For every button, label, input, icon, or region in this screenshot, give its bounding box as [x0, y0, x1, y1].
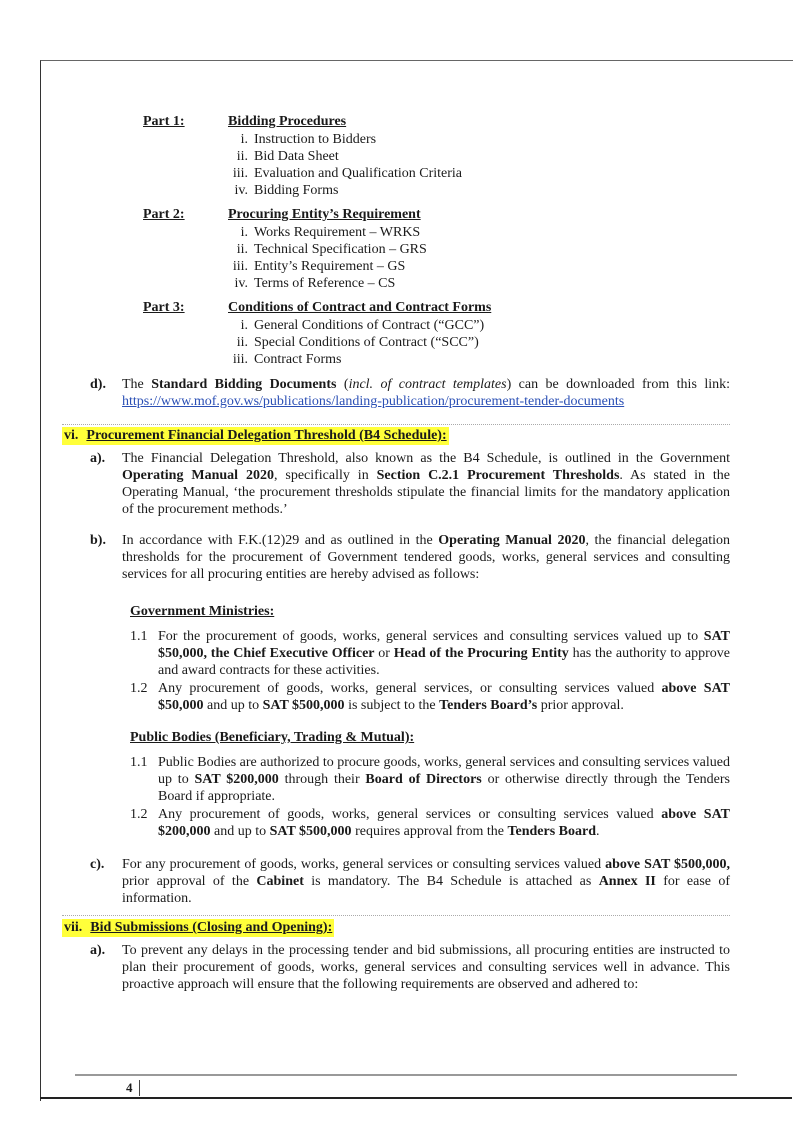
- item-numeral: i.: [240, 225, 248, 240]
- part-title: Procuring Entity’s Requirement: [228, 207, 421, 222]
- bold-text: Section C.2.1 Procurement Thresholds: [376, 468, 620, 483]
- item-numeral: i.: [240, 132, 248, 147]
- text-run: To prevent any delays in the processing tender and bid submissions, all procuring entities are instructed to plan their procurement of goods, works, general services and consulting services well in advance. This proactive approach will ensure that the following requirements are observed and adhered to:: [122, 943, 730, 992]
- part-label: Part 2:: [143, 207, 185, 222]
- list-item: [210, 258, 427, 275]
- paragraph-marker: b).: [90, 533, 106, 548]
- item-numeral: iii.: [232, 166, 248, 181]
- text-run: or: [374, 646, 394, 661]
- part-label: Part 1:: [143, 114, 185, 129]
- text-run: , specifically in: [273, 468, 377, 483]
- bold-text: Annex II: [598, 874, 656, 889]
- bold-text: above SAT $500,000,: [605, 857, 730, 872]
- text-run: , the financial delegation thresholds for the procurement of Government tendered goods, works, general services and consulting services for all procuring entities are hereby advised as follows:: [122, 533, 731, 582]
- item-text: Works Requirement – WRKS: [254, 225, 421, 240]
- list-item: [210, 182, 462, 199]
- text-run: and up to: [203, 698, 263, 713]
- part-items: [210, 131, 462, 199]
- page-number: 4: [126, 1080, 140, 1096]
- bold-text: Tenders Board’s: [439, 698, 538, 713]
- item-numeral: ii.: [236, 335, 248, 350]
- bold-text: Head of the Procuring Entity: [393, 646, 569, 661]
- bold-text: Standard Bidding Documents: [151, 377, 337, 392]
- page-bottom-border: [40, 1097, 792, 1099]
- item-numeral: iii.: [232, 259, 248, 274]
- text-run: In accordance with F.K.(12)29 and as outlined in the: [122, 533, 439, 548]
- paragraph-vi-b: [90, 532, 730, 583]
- text-run: Public Bodies are authorized to procure goods, works, general services and consulting services valued up to: [158, 755, 730, 787]
- text-run: Any procurement of goods, works, general services, or consulting services valued: [158, 681, 662, 696]
- text-run: is subject to the: [344, 698, 440, 713]
- item-numeral: iv.: [234, 276, 248, 291]
- text-run: For the procurement of goods, works, general services and consulting services valued up to: [158, 629, 704, 644]
- item-text: Evaluation and Qualification Criteria: [254, 166, 462, 181]
- text-run: is mandatory. The B4 Schedule is attached as: [303, 874, 599, 889]
- list-item: [210, 165, 462, 182]
- paragraph-text: [122, 942, 730, 993]
- text-run: has the authority to approve and award contracts for these activities.: [158, 646, 730, 678]
- paragraph-vii-a: [90, 942, 730, 993]
- bold-text: above SAT $200,000: [158, 807, 730, 839]
- bold-text: SAT $500,000: [269, 824, 352, 839]
- item-marker: 1.1: [130, 629, 148, 644]
- item-text: [158, 680, 730, 714]
- gov-item-1-1: [130, 628, 730, 679]
- part-label: Part 3:: [143, 300, 185, 315]
- list-item: [210, 351, 484, 368]
- text-run: (: [336, 377, 349, 392]
- part-title: Bidding Procedures: [228, 114, 347, 129]
- part-title: Conditions of Contract and Contract Forms: [228, 300, 492, 315]
- text-run: The: [122, 377, 152, 392]
- paragraph-marker: a).: [90, 451, 106, 466]
- footer-rule: [75, 1074, 737, 1076]
- item-text: Contract Forms: [254, 352, 342, 367]
- item-text: Bidding Forms: [254, 183, 339, 198]
- text-run: through their: [278, 772, 366, 787]
- text-run: The Financial Delegation Threshold, also known as the B4 Schedule, is outlined in the Government: [122, 451, 730, 466]
- pb-item-1-1: [130, 754, 730, 805]
- paragraph-text: [122, 450, 730, 518]
- list-item: [210, 224, 427, 241]
- section-number: vi.: [64, 428, 79, 443]
- bold-text: SAT $200,000: [194, 772, 279, 787]
- bold-text: Operating Manual 2020: [438, 533, 586, 548]
- part-items: [210, 224, 427, 292]
- paragraph-vi-a: [90, 450, 730, 518]
- item-text: Bid Data Sheet: [254, 149, 339, 164]
- paragraph-text: [122, 532, 730, 583]
- list-item: [210, 241, 427, 258]
- item-numeral: i.: [240, 318, 248, 333]
- paragraph-text: [122, 856, 730, 907]
- bold-text: Board of Directors: [365, 772, 482, 787]
- text-run: for ease of information.: [122, 874, 730, 906]
- text-run: prior approval.: [537, 698, 624, 713]
- public-bodies-heading: Public Bodies (Beneficiary, Trading & Mutual):: [130, 730, 415, 745]
- separator: [62, 424, 730, 425]
- section-title: Bid Submissions (Closing and Opening):: [90, 920, 333, 935]
- text-run: For any procurement of goods, works, general services or consulting services valued: [122, 857, 606, 872]
- bold-text: Tenders Board: [507, 824, 597, 839]
- text-run: .: [596, 824, 600, 839]
- text-run: . As stated in the Operating Manual, ‘the procurement thresholds stipulate the financial limits for the mandatory application of the procurement methods.’: [122, 468, 731, 517]
- separator: [62, 915, 730, 916]
- section-number: vii.: [64, 920, 83, 935]
- item-numeral: ii.: [236, 149, 248, 164]
- government-ministries-heading: Government Ministries:: [130, 604, 275, 619]
- bold-text: SAT $50,000, the Chief Executive Officer: [158, 629, 730, 661]
- section-title: Procurement Financial Delegation Threshold (B4 Schedule):: [86, 428, 447, 443]
- item-text: Entity’s Requirement – GS: [254, 259, 406, 274]
- bold-text: SAT $500,000: [262, 698, 345, 713]
- text-run: or otherwise directly through the Tenders Board if appropriate.: [158, 772, 730, 804]
- item-marker: 1.2: [130, 681, 148, 696]
- item-text: Terms of Reference – CS: [254, 276, 396, 291]
- text-run: and up to: [210, 824, 270, 839]
- item-marker: 1.1: [130, 755, 148, 770]
- item-text: [158, 754, 730, 805]
- text-run: requires approval from the: [351, 824, 508, 839]
- text-run: prior approval of the: [122, 874, 257, 889]
- text-run: ) can be downloaded from this link:: [506, 377, 731, 392]
- part-items: [210, 317, 484, 368]
- list-item: [210, 131, 462, 148]
- italic-text: incl. of contract templates: [348, 377, 507, 392]
- section-vii-heading: [62, 919, 334, 937]
- list-item: [210, 275, 427, 292]
- section-vi-heading: [62, 427, 449, 445]
- download-link[interactable]: https://www.mof.gov.ws/publications/landing-publication/procurement-tender-documents: [122, 394, 625, 409]
- paragraph-marker: d).: [90, 377, 106, 392]
- item-text: General Conditions of Contract (“GCC”): [254, 318, 485, 333]
- list-item: [210, 317, 484, 334]
- paragraph-marker: c).: [90, 857, 105, 872]
- bold-text: Operating Manual 2020: [122, 468, 274, 483]
- bold-text: above SAT $50,000: [158, 681, 730, 713]
- text-run: Any procurement of goods, works, general services or consulting services valued: [158, 807, 662, 822]
- paragraph-marker: a).: [90, 943, 106, 958]
- item-text: Technical Specification – GRS: [254, 242, 427, 257]
- pb-item-1-2: [130, 806, 730, 840]
- item-numeral: iv.: [234, 183, 248, 198]
- item-text: Special Conditions of Contract (“SCC”): [254, 335, 479, 350]
- list-item: [210, 148, 462, 165]
- paragraph-d: [90, 376, 730, 410]
- paragraph-vi-c: [90, 856, 730, 907]
- item-text: [158, 806, 730, 840]
- paragraph-text: [122, 376, 730, 410]
- item-numeral: iii.: [232, 352, 248, 367]
- item-numeral: ii.: [236, 242, 248, 257]
- item-text: [158, 628, 730, 679]
- item-marker: 1.2: [130, 807, 148, 822]
- item-text: Instruction to Bidders: [254, 132, 377, 147]
- list-item: [210, 334, 484, 351]
- bold-text: Cabinet: [256, 874, 304, 889]
- gov-item-1-2: [130, 680, 730, 714]
